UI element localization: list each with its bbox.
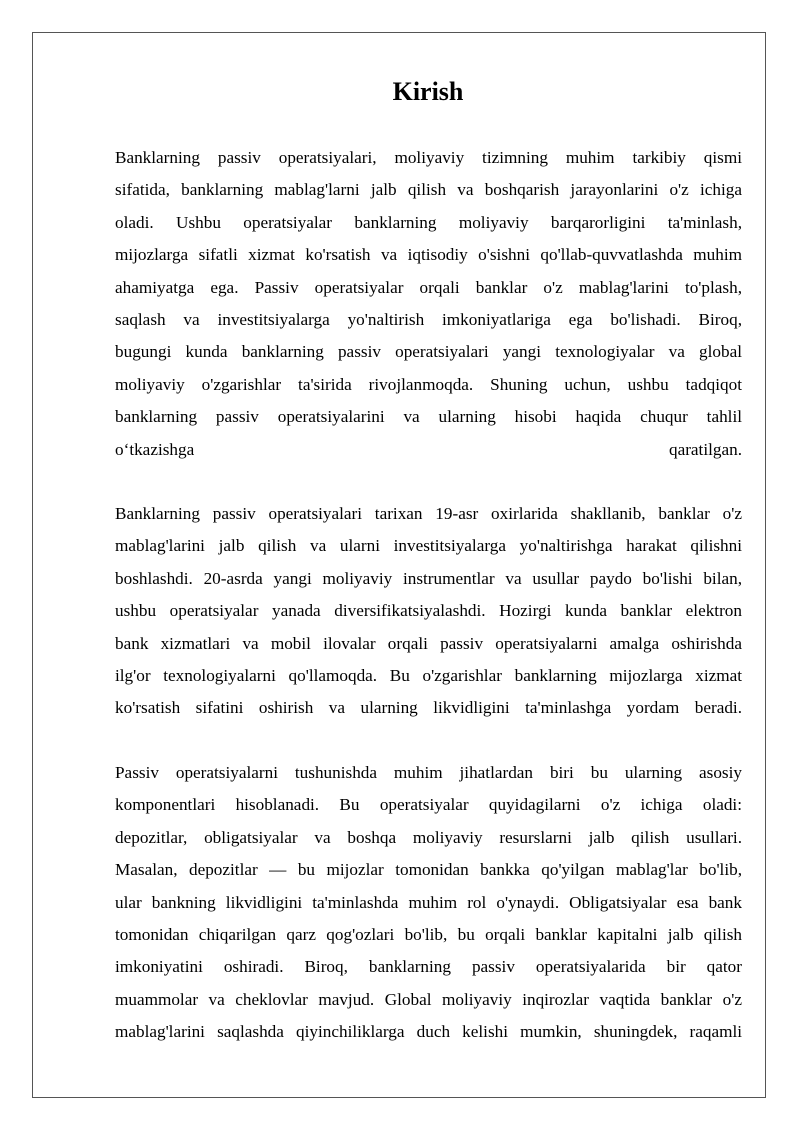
text-line: imkoniyatini oshiradi. Biroq, banklarning passiv operatsiyalarida bir qator (115, 957, 742, 977)
text-line: mablag'larini jalb qilish va ularni investitsiyalarga yo'naltirishga harakat qilishni (115, 536, 742, 556)
text-line: mablag'larini saqlashda qiyinchiliklarga duch kelishi mumkin, shuningdek, raqamli (115, 1022, 742, 1042)
text-line: Banklarning passiv operatsiyalari tarixan 19-asr oxirlarida shakllanib, banklar o'z (115, 504, 742, 523)
text-line: Masalan, depozitlar — bu mijozlar tomonidan bankka qo'yilgan mablag'lar bo'lib, (115, 860, 742, 880)
text-line: depozitlar, obligatsiyalar va boshqa moliyaviy resurslarni jalb qilish usullari. (115, 827, 742, 847)
paragraph-3 (115, 757, 742, 1049)
text-line: ko'rsatish sifatini oshirish va ularning likvidligini ta'minlashga yordam beradi. (115, 698, 742, 718)
text-line: ular bankning likvidligini ta'minlashda muhim rol o'ynaydi. Obligatsiyalar esa bank (115, 892, 742, 912)
text-line: muammolar va cheklovlar mavjud. Global moliyaviy inqirozlar vaqtida banklar o'z (115, 989, 742, 1009)
text-line: ushbu operatsiyalar yanada diversifikatsiyalashdi. Hozirgi kunda banklar elektron (115, 601, 742, 621)
text-line: komponentlari hisoblanadi. Bu operatsiyalar quyidagilarni o'z ichiga oladi: (115, 795, 742, 815)
text-line: oladi. Ushbu operatsiyalar banklarning moliyaviy barqarorligini ta'minlash, (115, 212, 742, 232)
paragraph-1 (115, 142, 742, 466)
text-line: tomonidan chiqarilgan qarz qog'ozlari bo'lib, bu orqali banklar kapitalni jalb qilish (115, 924, 742, 944)
page-title: Kirish (392, 77, 464, 106)
text-line: bugungi kunda banklarning passiv operatsiyalari yangi texnologiyalar va global (115, 342, 742, 362)
text-line: sifatida, banklarning mablag'larni jalb qilish va boshqarish jarayonlarini o'z ichiga (115, 180, 742, 200)
text-line: ahamiyatga ega. Passiv operatsiyalar orqali banklar o'z mablag'larini to'plash, (115, 277, 742, 297)
text-line: Banklarning passiv operatsiyalari, moliyaviy tizimning muhim tarkibiy qismi (115, 148, 742, 167)
text-line: saqlash va investitsiyalarga yo'naltirish imkoniyatlariga ega bo'lishadi. Biroq, (115, 309, 742, 329)
text-line: Passiv operatsiyalarni tushunishda muhim jihatlardan biri bu ularning asosiy (115, 763, 742, 782)
text-line: ilg'or texnologiyalarni qo'llamoqda. Bu o'zgarishlar banklarning mijozlarga xizmat (115, 665, 742, 685)
text-line: o‘tkazishga qaratilgan. (115, 439, 742, 459)
text-line: moliyaviy o'zgarishlar ta'sirida rivojlanmoqda. Shuning uchun, ushbu tadqiqot (115, 374, 742, 394)
text-line: bank xizmatlari va mobil ilovalar orqali passiv operatsiyalarni amalga oshirishda (115, 633, 742, 653)
text-line: banklarning passiv operatsiyalarini va ularning hisobi haqida chuqur tahlil (115, 407, 742, 427)
text-line: mijozlarga sifatli xizmat ko'rsatish va iqtisodiy o'sishni qo'llab-quvvatlashda muhim (115, 245, 742, 265)
text-line: boshlashdi. 20-asrda yangi moliyaviy instrumentlar va usullar paydo bo'lishi bilan, (115, 568, 742, 588)
paragraph-2 (115, 498, 742, 725)
